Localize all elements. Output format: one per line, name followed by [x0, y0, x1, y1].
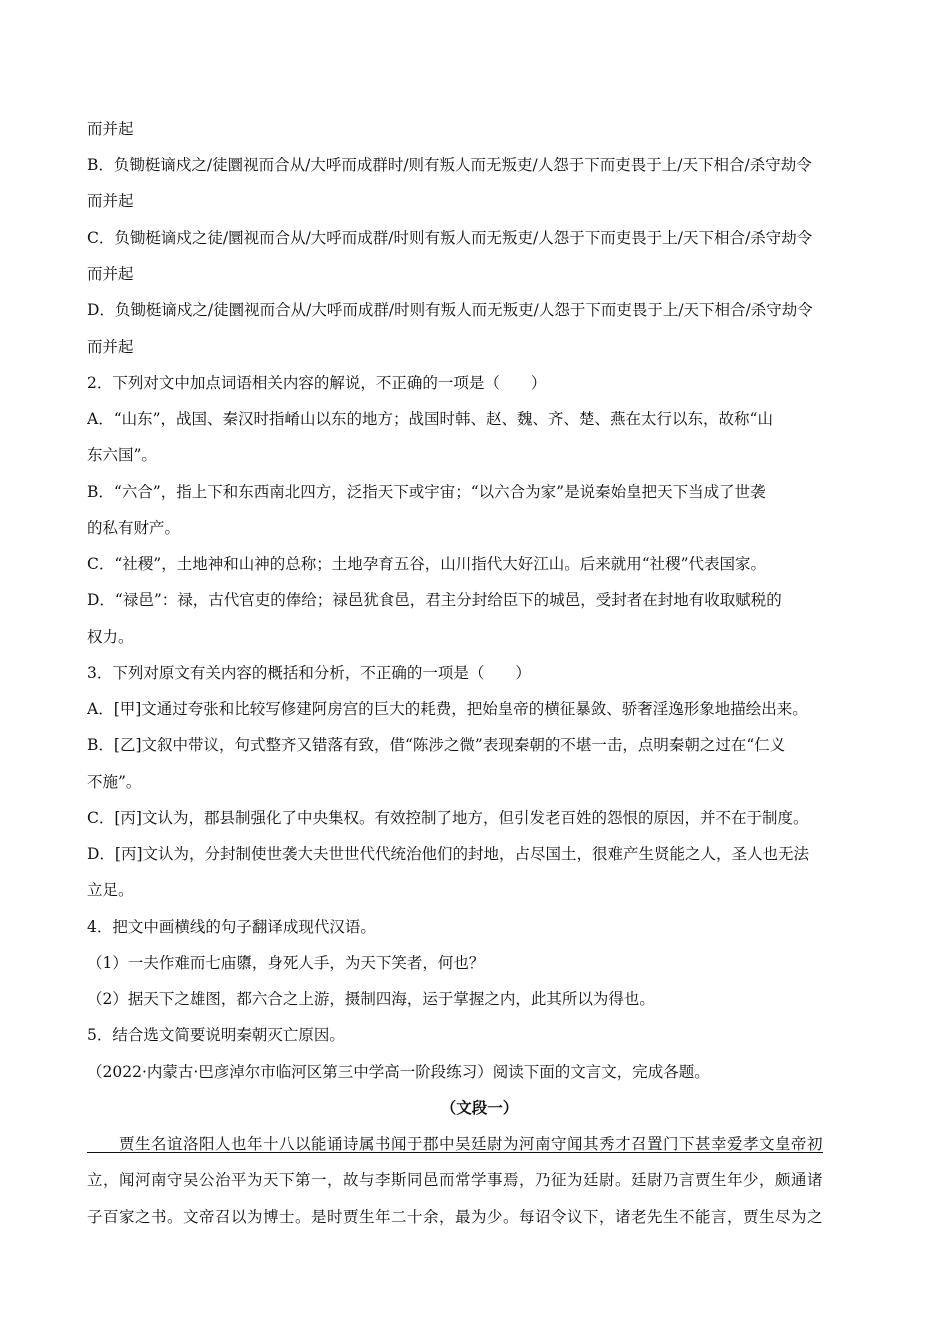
text-line: 而并起	[87, 120, 134, 138]
question-4-item-1: （1）一夫作难而七庙隳，身死人手，为天下笑者，何也？	[87, 954, 485, 972]
question-4: 4．把文中画横线的句子翻译成现代汉语。	[87, 918, 376, 936]
text-line: 而并起	[87, 338, 134, 356]
question-3-option-c: C．[丙]文认为，郡县制强化了中央集权。有效控制了地方，但引发老百姓的怨恨的原因，并不在于制度。	[87, 809, 809, 827]
question-2-option-c: C．“社稷”，土地神和山神的总称；土地孕育五谷，山川指代大好江山。后来就用“社稷”代表国家。	[87, 555, 767, 573]
text-line: 的私有财产。	[87, 519, 181, 537]
option-d-line: D．负锄梃谪戍之/徒圜视而合从/大呼而成群/时则有叛人而无叛吏/人怨于下而吏畏于上/天下相合/杀守劫令	[87, 301, 813, 319]
text-line: 而并起	[87, 265, 134, 283]
question-2: 2．下列对文中加点词语相关内容的解说，不正确的一项是（ ）	[87, 374, 547, 392]
text-line: 而并起	[87, 192, 134, 210]
passage-line: 贾生名谊洛阳人也年十八以能诵诗属书闻于郡中吴廷尉为河南守闻其秀才召置门下甚幸爱孝文皇帝初	[87, 1135, 824, 1153]
text-line: 不施”。	[87, 773, 142, 791]
passage-line: 子百家之书。文帝召以为博士。是时贾生年二十余，最为少。每诏令议下，诸老先生不能言，贾生尽为之	[87, 1208, 824, 1226]
question-3-option-b: B．[乙]文叙中带议，句式整齐又错落有致，借“陈涉之微”表现秦朝的不堪一击，点明秦朝之过在“仁义	[87, 736, 786, 754]
question-2-option-a: A．“山东”，战国、秦汉时指崤山以东的地方；战国时韩、赵、魏、齐、楚、燕在太行以东，故称“山	[87, 410, 773, 428]
option-c-line: C．负锄梃谪戍之徒/圜视而合从/大呼而成群/时则有叛人而无叛吏/人怨于下而吏畏于上/天下相合/杀守劫令	[87, 229, 813, 247]
passage-line: 立，闻河南守吴公治平为天下第一，故与李斯同邑而常学事焉，乃征为廷尉。廷尉乃言贾生年少，颇通诸	[87, 1171, 824, 1189]
question-5: 5．结合选文简要说明秦朝灭亡原因。	[87, 1026, 345, 1044]
source-note: （2022·内蒙古·巴彦淖尔市临河区第三中学高一阶段练习）阅读下面的文言文，完成各题。	[87, 1063, 710, 1081]
section-title: （文段一）	[440, 1098, 519, 1117]
option-b-line: B．负锄梃谪戍之/徒圜视而合从/大呼而成群时/则有叛人而无叛吏/人怨于下而吏畏于上/天下相合/杀守劫令	[87, 156, 812, 174]
question-3-option-d: D．[丙]文认为，分封制使世袭大夫世世代代统治他们的封地，占尽国土，很难产生贤能之人，圣人也无法	[87, 845, 810, 863]
question-3-option-a: A．[甲]文通过夸张和比较写修建阿房宫的巨大的耗费，把始皇帝的横征暴敛、骄奢淫逸形象地描绘出来。	[87, 700, 808, 718]
question-3: 3．下列对原文有关内容的概括和分析，不正确的一项是（ ）	[87, 664, 531, 682]
text-line: 东六国”。	[87, 446, 157, 464]
question-4-item-2: （2）据天下之雄图，都六合之上游，摄制四海，运于掌握之内，此其所以为得也。	[87, 990, 655, 1008]
question-2-option-b: B．“六合”，指上下和东西南北四方，泛指天下或宇宙；“以六合为家”是说秦始皇把天下当成了世袭	[87, 483, 766, 501]
text-line: 权力。	[87, 628, 134, 646]
question-2-option-d: D．“禄邑”：禄，古代官吏的俸给；禄邑犹食邑，君主分封给臣下的城邑，受封者在封地有收取赋税的	[87, 591, 782, 609]
text-line: 立足。	[87, 881, 134, 899]
